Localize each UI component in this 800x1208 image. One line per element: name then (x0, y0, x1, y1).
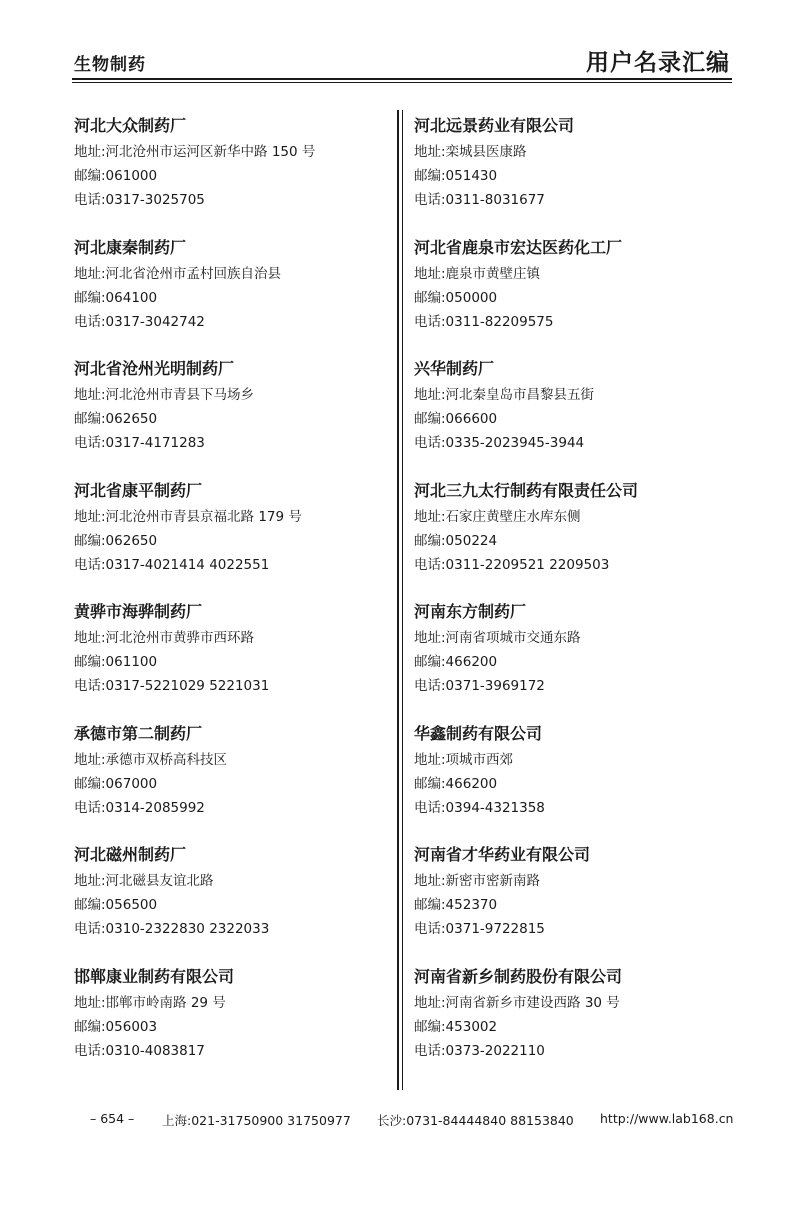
company-phone: 电话:0311-82209575 (414, 313, 554, 330)
company-postcode: 邮编:050224 (414, 532, 498, 549)
column-divider (397, 110, 399, 1090)
company-phone: 电话:0317-3042742 (74, 313, 205, 330)
company-name: 邯郸康业制药有限公司 (74, 966, 235, 986)
company-name: 河南省新乡制药股份有限公司 (414, 966, 623, 986)
company-name: 兴华制药厂 (414, 359, 495, 378)
company-phone: 电话:0310-2322830 2322033 (74, 921, 270, 937)
page-number: – 654 – (90, 1111, 135, 1126)
company-postcode: 邮编:453002 (414, 1018, 498, 1035)
company-phone: 电话:0373-2022110 (414, 1042, 545, 1059)
left-column (74, 114, 394, 1086)
header-rule (72, 78, 732, 80)
company-postcode: 邮编:452370 (414, 897, 498, 913)
company-address: 地址:邯郸市岭南路 29 号 (74, 994, 226, 1011)
company-address: 地址:河北磁县友谊北路 (74, 873, 214, 889)
directory-entry (74, 357, 394, 479)
company-phone: 电话:0371-3969172 (414, 678, 545, 694)
company-postcode: 邮编:466200 (414, 775, 498, 792)
company-name: 华鑫制药有限公司 (414, 723, 543, 743)
company-postcode: 邮编:066600 (414, 411, 498, 427)
company-name: 河南东方制药厂 (414, 602, 527, 621)
company-phone: 电话:0317-4171283 (74, 435, 205, 451)
company-phone: 电话:0311-2209521 2209503 (414, 556, 610, 573)
company-postcode: 邮编:051430 (414, 168, 498, 184)
page-footer (90, 1111, 734, 1131)
changsha-contact: 长沙:0731-84444840 88153840 (377, 1113, 574, 1128)
book-title: 用户名录汇编 (586, 50, 730, 76)
company-postcode: 邮编:062650 (74, 532, 158, 549)
directory-entry (414, 600, 734, 722)
company-address: 地址:河北省沧州市孟村回族自治县 (74, 265, 282, 282)
company-address: 地址:河北秦皇岛市昌黎县五街 (414, 387, 595, 403)
directory-entry (74, 600, 394, 722)
header-rule-thin (72, 82, 732, 83)
company-address: 地址:新密市密新南路 (414, 873, 541, 889)
directory-entry (74, 722, 394, 844)
directory-entry (74, 479, 394, 601)
website-url: http://www.lab168.cn (600, 1111, 734, 1126)
shanghai-contact: 上海:021-31750900 31750977 (162, 1113, 351, 1128)
company-name: 河北省康平制药厂 (74, 480, 203, 500)
directory-entry (414, 843, 734, 965)
directory-entry (74, 114, 394, 236)
directory-entry (74, 965, 394, 1087)
company-phone: 电话:0317-3025705 (74, 192, 205, 208)
company-postcode: 邮编:061100 (74, 654, 158, 670)
company-name: 河北省沧州光明制药厂 (74, 359, 235, 378)
company-address: 地址:河北沧州市青县下马场乡 (74, 387, 255, 403)
company-name: 承德市第二制药厂 (74, 723, 203, 743)
company-postcode: 邮编:062650 (74, 411, 158, 427)
company-address: 地址:石家庄黄壁庄水库东侧 (414, 508, 581, 525)
company-name: 河北磁州制药厂 (74, 845, 187, 864)
directory-entry (74, 236, 394, 358)
directory-entry (414, 965, 734, 1087)
directory-entry (414, 479, 734, 601)
directory-entry (414, 114, 734, 236)
company-phone: 电话:0311-8031677 (414, 192, 545, 208)
company-address: 地址:项城市西郊 (414, 751, 514, 768)
company-name: 河北省鹿泉市宏达医药化工厂 (414, 237, 623, 257)
directory-entry (414, 236, 734, 358)
right-column (414, 114, 734, 1086)
company-phone: 电话:0394-4321358 (414, 799, 545, 816)
company-name: 河南省才华药业有限公司 (414, 845, 591, 864)
company-name: 河北康秦制药厂 (74, 237, 187, 257)
section-title: 生物制药 (74, 55, 146, 75)
company-address: 地址:鹿泉市黄壁庄镇 (414, 265, 541, 282)
company-phone: 电话:0314-2085992 (74, 799, 205, 816)
company-address: 地址:河南省新乡市建设西路 30 号 (414, 994, 620, 1011)
company-address: 地址:河北沧州市黄骅市西环路 (74, 630, 255, 646)
company-address: 地址:河北沧州市青县京福北路 179 号 (74, 508, 302, 525)
company-postcode: 邮编:056003 (74, 1018, 158, 1035)
company-name: 河北三九太行制药有限责任公司 (414, 480, 639, 500)
company-name: 河北大众制药厂 (74, 116, 187, 135)
directory-entry (414, 357, 734, 479)
company-postcode: 邮编:056500 (74, 897, 158, 913)
company-address: 地址:栾城县医康路 (414, 144, 527, 160)
company-postcode: 邮编:061000 (74, 168, 158, 184)
directory-entry (74, 843, 394, 965)
column-divider-thin (402, 110, 403, 1090)
company-address: 地址:承德市双桥高科技区 (74, 751, 228, 768)
company-address: 地址:河北沧州市运河区新华中路 150 号 (74, 144, 316, 160)
company-name: 河北远景药业有限公司 (414, 116, 575, 135)
company-postcode: 邮编:050000 (414, 289, 498, 306)
company-postcode: 邮编:466200 (414, 654, 498, 670)
company-postcode: 邮编:064100 (74, 289, 158, 306)
company-postcode: 邮编:067000 (74, 775, 158, 792)
company-phone: 电话:0310-4083817 (74, 1042, 205, 1059)
company-phone: 电话:0317-4021414 4022551 (74, 556, 270, 573)
company-name: 黄骅市海骅制药厂 (74, 602, 203, 621)
company-phone: 电话:0371-9722815 (414, 921, 545, 937)
company-phone: 电话:0335-2023945-3944 (414, 435, 585, 451)
directory-entry (414, 722, 734, 844)
company-phone: 电话:0317-5221029 5221031 (74, 678, 270, 694)
company-address: 地址:河南省项城市交通东路 (414, 630, 581, 646)
